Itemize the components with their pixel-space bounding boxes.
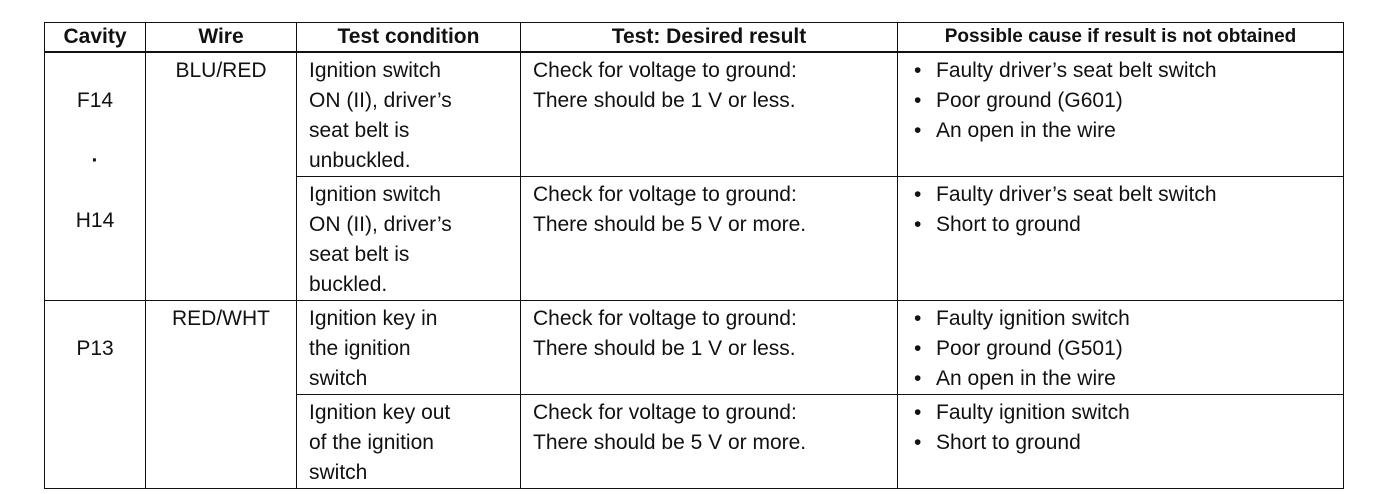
cavity-cell — [45, 301, 146, 489]
wire-cell — [146, 52, 297, 301]
cause-item: • Faulty driver’s seat belt switch — [914, 180, 1343, 210]
result-cell — [521, 52, 898, 177]
test-condition-text: Ignition switch ON (II), driver’s seat belt is unbuckled. — [309, 59, 452, 172]
causes-list — [898, 301, 1343, 394]
desired-result-text: Check for voltage to ground: There should be 1 V or less. — [533, 59, 797, 112]
wire-cell — [146, 301, 297, 489]
causes-cell — [898, 52, 1344, 177]
causes-cell — [898, 395, 1344, 489]
cavity-label: H14 — [75, 209, 115, 232]
diagnostic-table — [44, 22, 1344, 489]
wire-label: RED/WHT — [172, 307, 270, 330]
table-row — [45, 301, 1344, 395]
cause-item: • Faulty ignition switch — [914, 398, 1343, 428]
causes-list — [898, 177, 1343, 240]
condition-cell — [297, 301, 521, 395]
causes-list — [898, 395, 1343, 458]
desired-result-text: Check for voltage to ground: There should be 5 V or more. — [533, 183, 807, 236]
causes-cell — [898, 301, 1344, 395]
cause-item: • Faulty ignition switch — [914, 304, 1343, 334]
cavity-label: F14 — [76, 89, 114, 112]
cavity-cell — [45, 52, 146, 301]
result-cell — [521, 395, 898, 489]
cause-item: • An open in the wire — [914, 116, 1343, 146]
test-condition-text: Ignition switch ON (II), driver’s seat belt is buckled. — [309, 183, 452, 296]
cause-item: • Poor ground (G601) — [914, 86, 1343, 116]
cause-item: • Short to ground — [914, 210, 1343, 240]
cause-item: • An open in the wire — [914, 364, 1343, 394]
header-wire: Wire — [146, 23, 297, 53]
cause-item: • Faulty driver’s seat belt switch — [914, 56, 1343, 86]
result-cell — [521, 177, 898, 301]
desired-result-text: Check for voltage to ground: There should be 1 V or less. — [533, 307, 797, 360]
condition-cell — [297, 177, 521, 301]
cause-item: • Poor ground (G501) — [914, 334, 1343, 364]
result-cell — [521, 301, 898, 395]
cavity-label: P13 — [76, 337, 114, 360]
table-row — [45, 52, 1344, 177]
header-cavity: Cavity — [45, 23, 146, 53]
test-condition-text: Ignition key in the ignition switch — [309, 307, 438, 390]
causes-list — [898, 53, 1343, 146]
causes-cell — [898, 177, 1344, 301]
desired-result-text: Check for voltage to ground: There should be 5 V or more. — [533, 401, 807, 454]
header-desired-result: Test: Desired result — [521, 23, 898, 53]
header-row — [45, 23, 1344, 53]
condition-cell — [297, 52, 521, 177]
header-test-condition: Test condition — [297, 23, 521, 53]
test-condition-text: Ignition key out of the ignition switch — [309, 401, 451, 484]
cause-item: • Short to ground — [914, 428, 1343, 458]
cavity-separator: · — [91, 149, 99, 172]
wire-label: BLU/RED — [175, 59, 267, 82]
condition-cell — [297, 395, 521, 489]
header-possible-cause: Possible cause if result is not obtained — [898, 23, 1344, 53]
